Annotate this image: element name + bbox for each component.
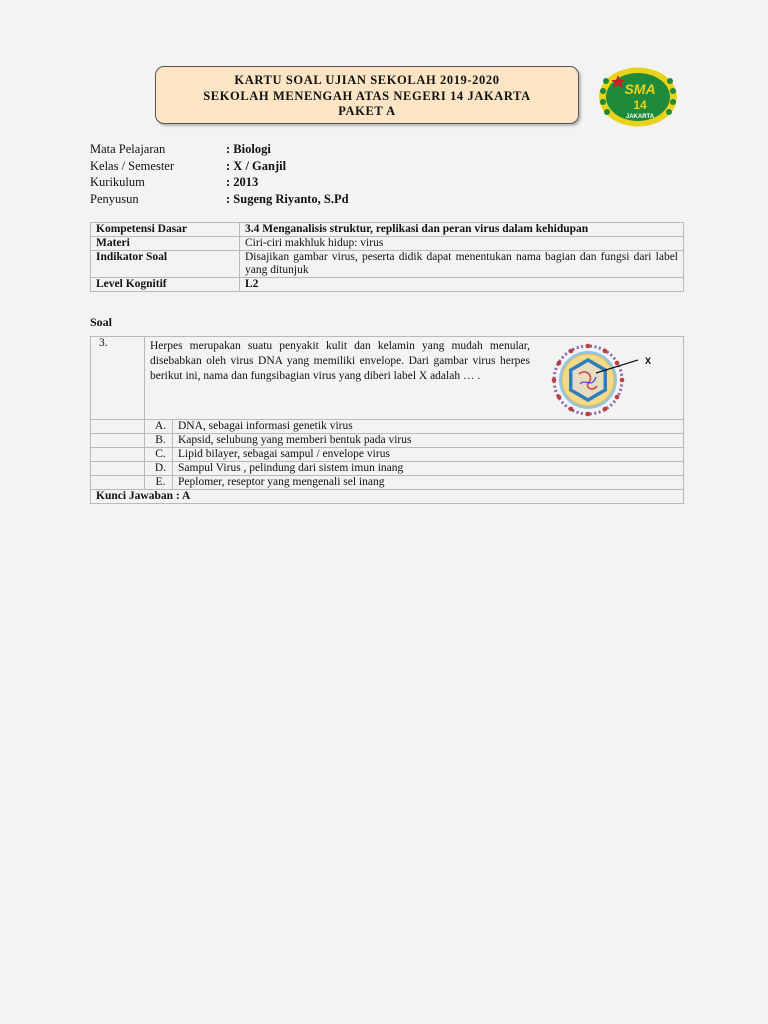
competency-table — [90, 222, 684, 292]
answer-key-row — [91, 490, 684, 504]
herpes-virus-diagram — [546, 343, 666, 417]
meta-label: Kelas / Semester — [90, 158, 175, 173]
option-letter: C. — [145, 448, 173, 462]
meta-label: Mata Pelajaran — [90, 142, 166, 156]
meta-value: : Sugeng Riyanto, S.Pd — [226, 191, 349, 206]
option-row — [91, 448, 684, 462]
meta-value: : Biologi — [226, 142, 271, 156]
subject-meta — [90, 141, 349, 207]
answer-key: Kunci Jawaban : A — [91, 490, 684, 504]
meta-row — [90, 191, 349, 208]
indikator-value: Disajikan gambar virus, peserta didik dapat menentukan nama bagian dan fungsi dari label yang ditunjuk — [240, 251, 684, 278]
meta-value: : 2013 — [226, 175, 259, 189]
header-title-box — [155, 66, 579, 124]
indikator-label: Indikator Soal — [91, 251, 240, 278]
option-row — [91, 476, 684, 490]
option-row — [91, 462, 684, 476]
meta-value: : X / Ganjil — [226, 158, 287, 173]
logo-text-city: JAKARTA — [625, 114, 655, 120]
kompetensi-label: Kompetensi Dasar — [91, 223, 240, 237]
option-text: Sampul Virus , pelindung dari sistem imun inang — [173, 462, 684, 476]
meta-row — [90, 174, 349, 191]
question-stem-cell — [145, 337, 684, 420]
option-text: DNA, sebagai informasi genetik virus — [173, 420, 684, 434]
meta-row — [90, 158, 349, 175]
header-line-1: KARTU SOAL UJIAN SEKOLAH 2019-2020 — [234, 73, 500, 87]
table-row — [91, 278, 684, 292]
question-stem: Herpes merupakan suatu penyakit kulit dan kelamin yang mudah menular, disebabkan oleh virus DNA yang memiliki envelope. Dari gambar virus herpes berikut ini, nama dan fungsibagian virus yang diberi label X adalah … . — [150, 340, 530, 382]
kompetensi-value: 3.4 Menganalisis struktur, replikasi dan peran virus dalam kehidupan — [240, 223, 684, 237]
question-table — [90, 336, 684, 504]
table-row — [91, 237, 684, 251]
option-text: Kapsid, selubung yang memberi bentuk pada virus — [173, 434, 684, 448]
question-number: 3. — [91, 337, 145, 420]
option-letter: D. — [145, 462, 173, 476]
option-row — [91, 420, 684, 434]
meta-label: Kurikulum — [90, 175, 145, 189]
question-row — [91, 337, 684, 420]
materi-value: Ciri-ciri makhluk hidup: virus — [240, 237, 684, 251]
level-value: L2 — [240, 278, 684, 292]
meta-row — [90, 141, 349, 158]
option-text: Peplomer, reseptor yang mengenali sel inang — [173, 476, 684, 490]
option-letter: E. — [145, 476, 173, 490]
header-line-3: PAKET A — [338, 104, 396, 118]
option-letter: A. — [145, 420, 173, 434]
meta-label: Penyusun — [90, 191, 139, 206]
soal-heading: Soal — [90, 315, 113, 329]
table-row — [91, 223, 684, 237]
option-letter: B. — [145, 434, 173, 448]
table-row — [91, 251, 684, 278]
materi-label: Materi — [91, 237, 240, 251]
level-label: Level Kognitif — [91, 278, 240, 292]
school-logo — [598, 67, 678, 127]
option-text: Lipid bilayer, sebagai sampul / envelope virus — [173, 448, 684, 462]
diagram-label-x: X — [645, 356, 652, 366]
option-row — [91, 434, 684, 448]
logo-text-sma: SMA — [624, 81, 656, 97]
logo-text-number: 14 — [633, 98, 647, 112]
header-line-2: SEKOLAH MENENGAH ATAS NEGERI 14 JAKARTA — [203, 88, 531, 103]
